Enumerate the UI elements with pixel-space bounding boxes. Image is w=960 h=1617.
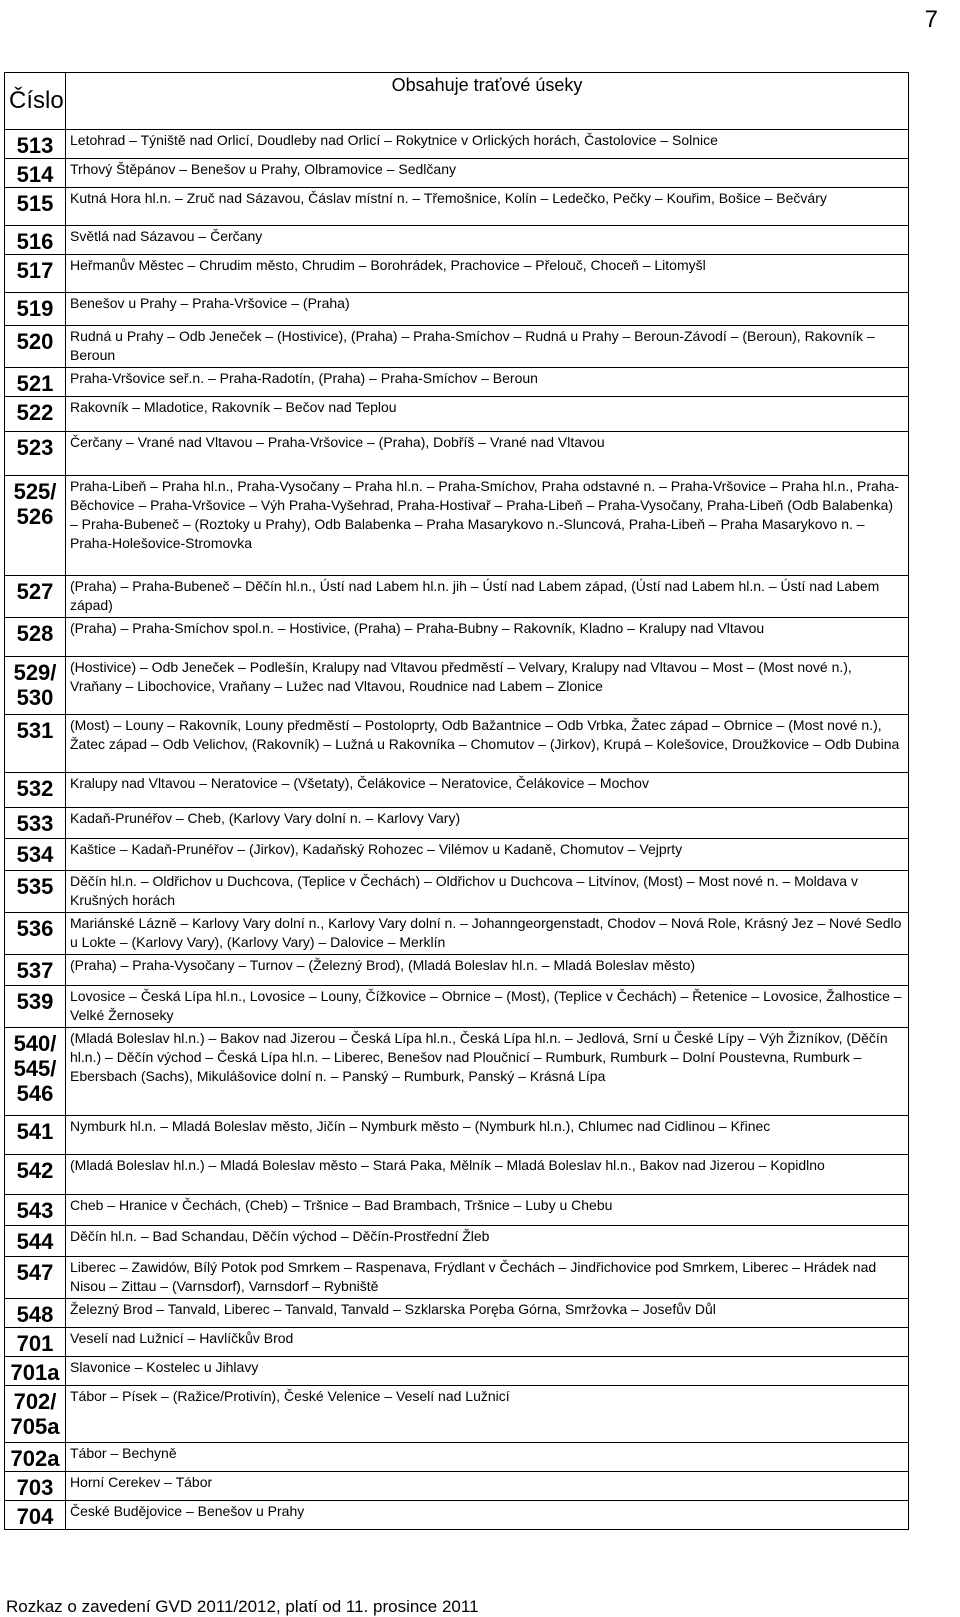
table-row bbox=[5, 1299, 909, 1328]
route-description: Trhový Štěpánov – Benešov u Prahy, Olbramovice – Sedlčany bbox=[66, 159, 909, 188]
route-number: 520 bbox=[5, 326, 66, 368]
header-number: Číslo bbox=[5, 73, 66, 130]
table-row bbox=[5, 1328, 909, 1357]
table-row bbox=[5, 1028, 909, 1116]
route-description: Praha-Vršovice seř.n. – Praha-Radotín, (Praha) – Praha-Smíchov – Beroun bbox=[66, 368, 909, 397]
table-row bbox=[5, 871, 909, 913]
route-description: Letohrad – Týniště nad Orlicí, Doudleby nad Orlicí – Rokytnice v Orlických horách, Častolovice – Solnice bbox=[66, 130, 909, 159]
footer: Rozkaz o zavedení GVD 2011/2012, platí od 11. prosince 2011 bbox=[6, 1597, 479, 1616]
table-row bbox=[5, 255, 909, 293]
route-number: 521 bbox=[5, 368, 66, 397]
route-number: 532 bbox=[5, 773, 66, 808]
route-description: (Praha) – Praha-Smíchov spol.n. – Hostivice, (Praha) – Praha-Bubny – Rakovník, Kladno – Kralupy nad Vltavou bbox=[66, 618, 909, 657]
route-description: (Most) – Louny – Rakovník, Louny předměstí – Postoloprty, Odb Bažantnice – Odb Vrbka, Žatec západ – Obrnice – (Most nové n.), Žatec západ – Odb Velichov, (Rakovník) – Lužná u Rakovníka – Chomutov – (Jirkov), Krupá – Kolešovice, Droužkovice – Odb Dubina bbox=[66, 715, 909, 773]
route-number: 513 bbox=[5, 130, 66, 159]
table-row bbox=[5, 986, 909, 1028]
route-number: 543 bbox=[5, 1195, 66, 1226]
routes-body bbox=[5, 130, 909, 1530]
route-number: 516 bbox=[5, 226, 66, 255]
route-description: (Praha) – Praha-Bubeneč – Děčín hl.n., Ústí nad Labem hl.n. jih – Ústí nad Labem západ, (Ústí nad Labem hl.n. – Ústí nad Labem západ) bbox=[66, 576, 909, 618]
table-row bbox=[5, 1116, 909, 1155]
table-row bbox=[5, 1226, 909, 1257]
table-row bbox=[5, 397, 909, 432]
table-row bbox=[5, 1155, 909, 1195]
route-number: 533 bbox=[5, 808, 66, 839]
route-number: 703 bbox=[5, 1472, 66, 1501]
table-row bbox=[5, 130, 909, 159]
route-number: 539 bbox=[5, 986, 66, 1028]
route-number: 540/ 545/ 546 bbox=[5, 1028, 66, 1116]
table-row bbox=[5, 715, 909, 773]
route-description: Děčín hl.n. – Bad Schandau, Děčín východ – Děčín-Prostřední Žleb bbox=[66, 1226, 909, 1257]
route-description: Praha-Libeň – Praha hl.n., Praha-Vysočany – Praha hl.n. – Praha-Smíchov, Praha odstavné n. – Praha-Vršovice – Praha hl.n., Praha-Běchovice – Praha-Vršovice – Výh Praha-Vyšehrad, Praha-Hostivař – Praha-Libeň – Praha-Vysočany, Praha-Libeň (Odb Balabenka) – Praha-Bubeneč – (Roztoky u Prahy), Odb Balabenka – Praha Masarykovo n.-Sluncová, Praha-Libeň – Praha Masarykovo n. – Praha-Holešovice-Stromovka bbox=[66, 476, 909, 576]
route-description: Cheb – Hranice v Čechách, (Cheb) – Tršnice – Bad Brambach, Tršnice – Luby u Chebu bbox=[66, 1195, 909, 1226]
table-row bbox=[5, 1501, 909, 1530]
route-number: 534 bbox=[5, 839, 66, 871]
table-row bbox=[5, 1443, 909, 1472]
page-number: 7 bbox=[924, 6, 938, 33]
route-description: Rakovník – Mladotice, Rakovník – Bečov nad Teplou bbox=[66, 397, 909, 432]
route-description: Mariánské Lázně – Karlovy Vary dolní n., Karlovy Vary dolní n. – Johanngeorgenstadt, Chodov – Nová Role, Krásný Jez – Nové Sedlo u Lokte – (Karlovy Vary), (Karlovy Vary) – Dalovice – Merklín bbox=[66, 913, 909, 955]
table-row bbox=[5, 1357, 909, 1386]
table-row bbox=[5, 476, 909, 576]
table-row bbox=[5, 1386, 909, 1443]
table-row bbox=[5, 188, 909, 226]
route-description: (Hostivice) – Odb Jeneček – Podlešín, Kralupy nad Vltavou předměstí – Velvary, Kralupy nad Vltavou – Most – (Most nové n.), Vraňany – Libochovice, Vraňany – Lužec nad Vltavou, Roudnice nad Labem – Zlonice bbox=[66, 657, 909, 715]
route-description: Kaštice – Kadaň-Prunéřov – (Jirkov), Kadaňský Rohozec – Vilémov u Kadaně, Chomutov – Vejprty bbox=[66, 839, 909, 871]
route-number: 517 bbox=[5, 255, 66, 293]
table-row bbox=[5, 1257, 909, 1299]
table-row bbox=[5, 326, 909, 368]
route-number: 528 bbox=[5, 618, 66, 657]
table-row bbox=[5, 773, 909, 808]
route-description: Děčín hl.n. – Oldřichov u Duchcova, (Teplice v Čechách) – Oldřichov u Duchcova – Litvínov, (Most) – Most nové n. – Moldava v Krušných horách bbox=[66, 871, 909, 913]
table-row bbox=[5, 159, 909, 188]
table-row bbox=[5, 576, 909, 618]
route-number: 522 bbox=[5, 397, 66, 432]
table-row bbox=[5, 839, 909, 871]
route-number: 704 bbox=[5, 1501, 66, 1530]
route-number: 547 bbox=[5, 1257, 66, 1299]
route-number: 701 bbox=[5, 1328, 66, 1357]
route-number: 701a bbox=[5, 1357, 66, 1386]
route-description: Slavonice – Kostelec u Jihlavy bbox=[66, 1357, 909, 1386]
route-description: Heřmanův Městec – Chrudim město, Chrudim – Borohrádek, Prachovice – Přelouč, Choceň – Litomyšl bbox=[66, 255, 909, 293]
route-description: Kutná Hora hl.n. – Zruč nad Sázavou, Čáslav místní n. – Třemošnice, Kolín – Ledečko, Pečky – Kouřim, Bošice – Bečváry bbox=[66, 188, 909, 226]
table-row bbox=[5, 618, 909, 657]
table-row bbox=[5, 293, 909, 326]
table-header-row bbox=[5, 73, 909, 130]
route-number: 519 bbox=[5, 293, 66, 326]
route-number: 535 bbox=[5, 871, 66, 913]
route-description: Světlá nad Sázavou – Čerčany bbox=[66, 226, 909, 255]
route-description: (Mladá Boleslav hl.n.) – Mladá Boleslav město – Stará Paka, Mělník – Mladá Boleslav hl.n., Bakov nad Jizerou – Kopidlno bbox=[66, 1155, 909, 1195]
route-description: Horní Cerekev – Tábor bbox=[66, 1472, 909, 1501]
table-row bbox=[5, 1195, 909, 1226]
routes-table bbox=[4, 72, 909, 1530]
route-number: 537 bbox=[5, 955, 66, 986]
route-number: 527 bbox=[5, 576, 66, 618]
route-number: 531 bbox=[5, 715, 66, 773]
table-row bbox=[5, 955, 909, 986]
route-description: Liberec – Zawidów, Bílý Potok pod Smrkem – Raspenava, Frýdlant v Čechách – Jindřichovice pod Smrkem, Liberec – Hrádek nad Nisou – Zittau – (Varnsdorf), Varnsdorf – Rybniště bbox=[66, 1257, 909, 1299]
route-number: 523 bbox=[5, 432, 66, 476]
route-description: Nymburk hl.n. – Mladá Boleslav město, Jičín – Nymburk město – (Nymburk hl.n.), Chlumec nad Cidlinou – Křinec bbox=[66, 1116, 909, 1155]
route-number: 542 bbox=[5, 1155, 66, 1195]
table-row bbox=[5, 1472, 909, 1501]
route-number: 514 bbox=[5, 159, 66, 188]
route-description: Kralupy nad Vltavou – Neratovice – (Všetaty), Čelákovice – Neratovice, Čelákovice – Mochov bbox=[66, 773, 909, 808]
route-description: Kadaň-Prunéřov – Cheb, (Karlovy Vary dolní n. – Karlovy Vary) bbox=[66, 808, 909, 839]
route-number: 529/ 530 bbox=[5, 657, 66, 715]
route-description: Tábor – Písek – (Ražice/Protivín), České Velenice – Veselí nad Lužnicí bbox=[66, 1386, 909, 1443]
table-row bbox=[5, 808, 909, 839]
route-number: 525/ 526 bbox=[5, 476, 66, 576]
route-description: Lovosice – Česká Lípa hl.n., Lovosice – Louny, Čížkovice – Obrnice – (Most), (Teplice v Čechách) – Řetenice – Lovosice, Žalhostice – Velké Žernoseky bbox=[66, 986, 909, 1028]
route-number: 548 bbox=[5, 1299, 66, 1328]
table-row bbox=[5, 657, 909, 715]
route-description: Čerčany – Vrané nad Vltavou – Praha-Vršovice – (Praha), Dobříš – Vrané nad Vltavou bbox=[66, 432, 909, 476]
route-number: 702/ 705a bbox=[5, 1386, 66, 1443]
route-description: Veselí nad Lužnicí – Havlíčkův Brod bbox=[66, 1328, 909, 1357]
route-description: Tábor – Bechyně bbox=[66, 1443, 909, 1472]
route-description: Benešov u Prahy – Praha-Vršovice – (Praha) bbox=[66, 293, 909, 326]
route-number: 541 bbox=[5, 1116, 66, 1155]
route-number: 536 bbox=[5, 913, 66, 955]
route-description: (Mladá Boleslav hl.n.) – Bakov nad Jizerou – Česká Lípa hl.n., Česká Lípa hl.n. – Jedlová, Srní u České Lípy – Výh Žizníkov, (Děčín hl.n.) – Děčín východ – Česká Lípa hl.n. – Liberec, Benešov nad Ploučnicí – Rumburk, Rumburk – Dolní Poustevna, Rumburk – Ebersbach (Sachs), Mikulášovice dolní n. – Panský – Rumburk, Panský – Krásná Lípa bbox=[66, 1028, 909, 1116]
table-row bbox=[5, 432, 909, 476]
table-row bbox=[5, 368, 909, 397]
table-row bbox=[5, 226, 909, 255]
route-description: Rudná u Prahy – Odb Jeneček – (Hostivice), (Praha) – Praha-Smíchov – Rudná u Prahy – Beroun-Závodí – (Beroun), Rakovník – Beroun bbox=[66, 326, 909, 368]
route-number: 515 bbox=[5, 188, 66, 226]
header-description: Obsahuje traťové úseky bbox=[66, 73, 909, 130]
route-number: 544 bbox=[5, 1226, 66, 1257]
table-row bbox=[5, 913, 909, 955]
route-description: (Praha) – Praha-Vysočany – Turnov – (Železný Brod), (Mladá Boleslav hl.n. – Mladá Boleslav město) bbox=[66, 955, 909, 986]
route-number: 702a bbox=[5, 1443, 66, 1472]
route-description: České Budějovice – Benešov u Prahy bbox=[66, 1501, 909, 1530]
route-description: Železný Brod – Tanvald, Liberec – Tanvald, Tanvald – Szklarska Poręba Górna, Smržovka – Josefův Důl bbox=[66, 1299, 909, 1328]
